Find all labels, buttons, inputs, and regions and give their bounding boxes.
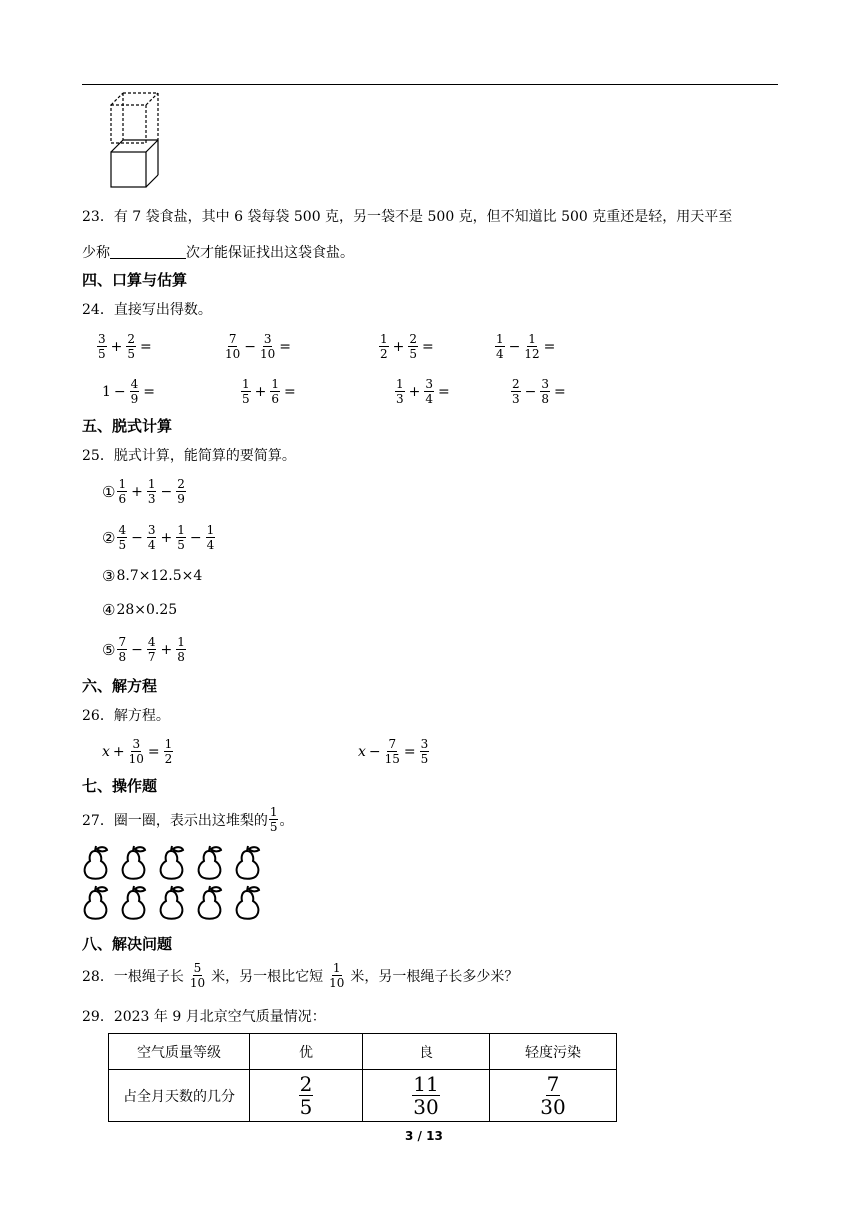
fraction	[126, 333, 136, 360]
pear-icon[interactable]	[80, 845, 114, 885]
fraction-numerator: 4	[118, 523, 127, 537]
table-fraction-numerator: 7	[546, 1072, 560, 1096]
fraction-numerator: 3	[541, 377, 550, 391]
fraction-numerator: 3	[425, 377, 434, 391]
fraction-numerator: 3	[98, 332, 106, 346]
q29-prompt: 29．2023 年 9 月北京空气质量情况：	[82, 1009, 326, 1025]
fraction	[225, 333, 240, 360]
operator: =	[147, 743, 160, 760]
q27-fraction-denominator: 5	[269, 820, 278, 834]
fraction-numerator: 1	[380, 332, 388, 346]
term: x	[358, 743, 366, 760]
table-row-label: 占全月天数的几分	[109, 1070, 250, 1122]
operator: +	[110, 338, 123, 355]
fraction	[176, 636, 186, 663]
fraction-denominator: 15	[384, 752, 400, 766]
fraction	[147, 524, 157, 551]
operator: +	[112, 743, 125, 760]
operator: =	[140, 338, 152, 355]
pear-icon[interactable]	[194, 885, 228, 925]
fraction	[164, 738, 174, 765]
operator: −	[113, 383, 126, 400]
fraction	[129, 738, 144, 765]
term: 1	[102, 383, 111, 400]
q24-expression	[102, 378, 158, 405]
q24-expression	[96, 333, 155, 360]
q28-f2-num: 1	[332, 961, 341, 975]
operator: =	[422, 338, 434, 355]
fraction-numerator: 7	[388, 737, 397, 751]
fraction-denominator: 10	[260, 347, 276, 361]
q27-fraction-numerator: 1	[269, 805, 278, 819]
operator: =	[554, 383, 566, 400]
q28-f1-num: 5	[193, 961, 202, 975]
pear-row	[80, 845, 270, 885]
fraction-numerator: 7	[118, 635, 127, 649]
fraction-numerator: 3	[147, 523, 156, 537]
fraction-denominator: 8	[177, 650, 185, 664]
q26-equation	[102, 738, 174, 765]
item-number: ③	[102, 567, 116, 585]
table-header-row	[109, 1034, 617, 1070]
fraction	[147, 636, 157, 663]
operator: +	[131, 483, 143, 500]
operator: −	[131, 641, 143, 658]
q25-prompt: 25．脱式计算，能简算的要简算。	[82, 448, 296, 464]
fraction-denominator: 5	[118, 538, 127, 552]
q25-expression	[102, 567, 202, 585]
fraction	[511, 378, 521, 405]
fraction-denominator: 3	[147, 492, 156, 506]
q28-text-2: 米，另一根比它短	[211, 968, 324, 985]
cube-stack-figure	[108, 90, 164, 190]
pear-icon[interactable]	[194, 845, 228, 885]
item-number: ②	[102, 528, 116, 547]
air-quality-table	[108, 1033, 617, 1122]
fraction	[260, 333, 275, 360]
fraction-denominator: 5	[242, 392, 250, 406]
table-header-cell: 空气质量等级	[109, 1034, 250, 1070]
fraction-numerator: 2	[127, 332, 136, 346]
q27-prompt-text: 27．圈一圈，表示出这堆梨的	[82, 812, 268, 829]
table-cell	[250, 1070, 363, 1122]
table-cell	[363, 1070, 490, 1122]
q25-expression	[102, 478, 187, 505]
operator: =	[284, 383, 296, 400]
fraction	[424, 378, 434, 405]
fraction-denominator: 9	[177, 492, 185, 506]
fraction	[176, 524, 186, 551]
q28-fraction-2	[329, 962, 344, 989]
q24-expression	[394, 378, 453, 405]
pear-icon[interactable]	[118, 885, 152, 925]
fraction-numerator: 4	[147, 635, 156, 649]
fraction	[176, 478, 186, 505]
fraction-numerator: 1	[271, 377, 280, 391]
fraction-denominator: 8	[541, 392, 550, 406]
table-fraction-numerator: 11	[413, 1072, 439, 1096]
operator: −	[368, 743, 381, 760]
fraction-numerator: 1	[528, 332, 536, 346]
fraction-numerator: 3	[132, 737, 141, 751]
fraction	[420, 738, 430, 765]
fraction-denominator: 5	[127, 347, 136, 361]
header-rule	[82, 84, 778, 85]
q27-fraction	[269, 806, 279, 833]
section5-heading: 五、脱式计算	[82, 417, 173, 435]
operator: +	[160, 641, 173, 658]
fraction-numerator: 3	[420, 737, 429, 751]
table-fraction-denominator: 5	[299, 1095, 313, 1119]
fraction	[97, 333, 107, 360]
fraction-numerator: 1	[147, 477, 156, 491]
fraction-numerator: 2	[409, 332, 418, 346]
table-fraction	[299, 1074, 314, 1117]
operator: +	[160, 529, 173, 546]
fraction-denominator: 2	[380, 347, 388, 361]
section7-heading: 七、操作题	[82, 777, 158, 795]
fraction	[495, 333, 505, 360]
item-number: ④	[102, 601, 116, 619]
q23-line2-end: 次才能保证找出这袋食盐。	[186, 245, 354, 261]
operator: −	[189, 529, 202, 546]
fraction-numerator: 2	[512, 377, 520, 391]
fraction-denominator: 3	[396, 392, 404, 406]
fraction-numerator: 3	[263, 332, 272, 346]
q28-text-3: 米，另一根绳子长多少米？	[350, 968, 519, 985]
operator: =	[403, 743, 416, 760]
q25-expression	[102, 636, 187, 663]
fraction	[117, 524, 127, 551]
table-header-cell: 良	[363, 1034, 490, 1070]
q24-expression	[494, 333, 558, 360]
fraction-denominator: 5	[98, 347, 106, 361]
q23-line2-start: 少称	[82, 245, 110, 261]
fraction-numerator: 4	[130, 377, 139, 391]
operator: =	[279, 338, 292, 355]
table-fraction-numerator: 2	[299, 1072, 313, 1096]
fraction-denominator: 6	[271, 392, 280, 406]
fraction	[130, 378, 140, 405]
term: 8.7×12.5×4	[116, 568, 203, 584]
fraction	[395, 378, 405, 405]
fraction-numerator: 7	[228, 332, 237, 346]
q28-fraction-1	[190, 962, 205, 989]
fraction-numerator: 1	[118, 477, 127, 491]
fraction	[147, 478, 157, 505]
fraction	[270, 378, 280, 405]
fraction-denominator: 5	[420, 752, 429, 766]
fraction-denominator: 7	[147, 650, 156, 664]
fraction-denominator: 4	[147, 538, 156, 552]
fraction-denominator: 3	[512, 392, 520, 406]
fraction	[524, 333, 539, 360]
q23-line2	[82, 242, 354, 262]
pear-icon[interactable]	[232, 885, 266, 925]
pear-grid[interactable]	[80, 845, 270, 925]
operator: =	[438, 383, 450, 400]
fraction-numerator: 1	[177, 523, 185, 537]
fraction-denominator: 4	[206, 538, 215, 552]
q24-expression	[224, 333, 294, 360]
q28-text-1: 28．一根绳子长	[82, 968, 184, 985]
fraction	[540, 378, 550, 405]
section4-heading: 四、口算与估算	[82, 271, 188, 289]
q24-expression	[240, 378, 299, 405]
fraction-denominator: 12	[524, 347, 540, 361]
fraction-numerator: 2	[177, 477, 185, 491]
pear-icon[interactable]	[232, 845, 266, 885]
table-cell	[490, 1070, 617, 1122]
q26-equation	[358, 738, 430, 765]
fraction-denominator: 8	[118, 650, 127, 664]
operator: −	[131, 529, 143, 546]
operator: −	[244, 338, 257, 355]
q23-answer-blank[interactable]	[110, 244, 186, 259]
q28-f2-den: 10	[329, 976, 345, 990]
operator: +	[254, 383, 267, 400]
q24-expression	[378, 333, 437, 360]
fraction-denominator: 4	[496, 347, 504, 361]
pear-icon[interactable]	[156, 885, 190, 925]
q24-expression	[510, 378, 569, 405]
q26-prompt: 26．解方程。	[82, 708, 170, 724]
fraction-denominator: 5	[409, 347, 418, 361]
q28-text	[82, 962, 518, 989]
fraction-numerator: 1	[206, 523, 215, 537]
operator: −	[508, 338, 521, 355]
fraction-numerator: 1	[164, 737, 173, 751]
section8-heading: 八、解决问题	[82, 935, 173, 953]
fraction	[117, 636, 127, 663]
q23-line1: 23．有 7 袋食盐，其中 6 袋每袋 500 克，另一袋不是 500 克，但不知道比 500 克重还是轻，用天平至	[82, 209, 733, 225]
q24-prompt: 24．直接写出得数。	[82, 302, 212, 318]
pear-row	[80, 885, 270, 925]
operator: =	[543, 338, 556, 355]
q27-prompt-end: 。	[279, 812, 294, 829]
table-header-cell: 优	[250, 1034, 363, 1070]
fraction-numerator: 1	[242, 377, 250, 391]
fraction	[408, 333, 418, 360]
fraction-denominator: 9	[130, 392, 139, 406]
page-number: 3 / 13	[405, 1129, 443, 1143]
fraction-denominator: 4	[425, 392, 434, 406]
fraction-denominator: 10	[225, 347, 241, 361]
operator: =	[143, 383, 156, 400]
q25-expression	[102, 601, 177, 619]
q28-f1-den: 10	[189, 976, 206, 990]
table-fraction	[412, 1074, 439, 1117]
section6-heading: 六、解方程	[82, 677, 158, 695]
fraction	[117, 478, 127, 505]
fraction-numerator: 1	[177, 635, 185, 649]
fraction-denominator: 5	[177, 538, 185, 552]
fraction	[206, 524, 216, 551]
item-number: ⑤	[102, 640, 116, 659]
table-fraction	[540, 1074, 565, 1117]
fraction-denominator: 6	[118, 492, 127, 506]
term: x	[102, 743, 110, 760]
fraction	[379, 333, 389, 360]
table-fraction-denominator: 30	[540, 1095, 566, 1119]
fraction	[241, 378, 251, 405]
q25-expression	[102, 524, 216, 551]
fraction-denominator: 2	[164, 752, 173, 766]
pear-icon[interactable]	[80, 885, 114, 925]
q27-prompt	[82, 806, 293, 833]
operator: −	[160, 483, 173, 500]
operator: +	[392, 338, 405, 355]
fraction-numerator: 1	[496, 332, 504, 346]
operator: −	[524, 383, 537, 400]
operator: +	[408, 383, 421, 400]
item-number: ①	[102, 482, 116, 501]
fraction-numerator: 1	[396, 377, 404, 391]
pear-icon[interactable]	[156, 845, 190, 885]
fraction-denominator: 10	[128, 752, 144, 766]
table-fraction-denominator: 30	[413, 1095, 439, 1119]
fraction	[385, 738, 400, 765]
table-header-cell: 轻度污染	[490, 1034, 617, 1070]
table-row	[109, 1070, 617, 1122]
term: 28×0.25	[116, 602, 178, 618]
pear-icon[interactable]	[118, 845, 152, 885]
